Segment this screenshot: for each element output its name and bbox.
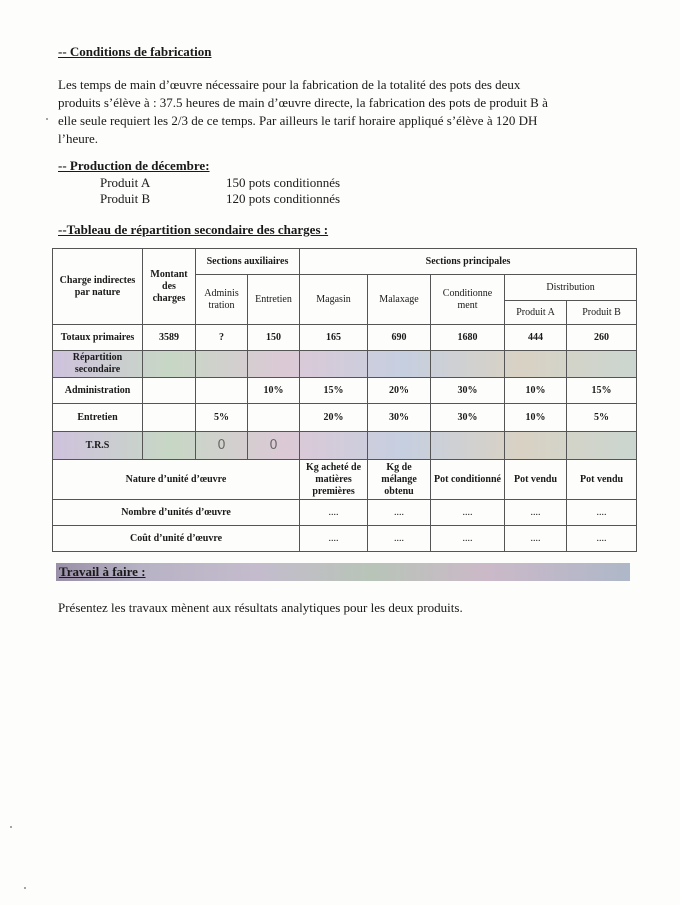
cell-produit-a: 444 bbox=[505, 325, 567, 351]
header-charge: Charge indirectes par nature bbox=[53, 249, 143, 325]
cell-conditionnement: 30% bbox=[431, 404, 505, 432]
cell-empty bbox=[143, 404, 196, 432]
row-label: Coût d’unité d’œuvre bbox=[53, 526, 300, 552]
cell-malaxage: Kg de mélange obtenu bbox=[368, 460, 431, 500]
cell-malaxage: 20% bbox=[368, 378, 431, 404]
row-nature bbox=[53, 460, 637, 500]
product-name: Produit B bbox=[100, 191, 151, 206]
row-label: Administration bbox=[53, 378, 143, 404]
conditions-line: produits s’élève à : 37.5 heures de main d’œuvre directe, la fabrication des pots de produit B à bbox=[58, 95, 548, 110]
cell-malaxage: 690 bbox=[368, 325, 431, 351]
cell-produit-a: .... bbox=[505, 526, 567, 552]
cell-empty bbox=[505, 432, 567, 460]
row-totaux bbox=[53, 325, 637, 351]
travail-heading: Travail à faire : bbox=[59, 564, 146, 579]
row-repartition bbox=[53, 351, 637, 378]
cell-empty bbox=[368, 432, 431, 460]
header-magasin: Magasin bbox=[300, 275, 368, 325]
cell-empty bbox=[143, 351, 196, 378]
cell-produit-b: 15% bbox=[567, 378, 637, 404]
cell-empty bbox=[567, 351, 637, 378]
cell-empty bbox=[505, 351, 567, 378]
product-name: Produit A bbox=[100, 175, 151, 190]
cell-magasin: 165 bbox=[300, 325, 368, 351]
cell-conditionnement: 1680 bbox=[431, 325, 505, 351]
travail-banner bbox=[56, 563, 630, 581]
header-auxiliaires: Sections auxiliaires bbox=[196, 249, 300, 275]
cell-empty bbox=[300, 351, 368, 378]
header-conditionnement: Conditionne ment bbox=[431, 275, 505, 325]
row-label: Répartition secondaire bbox=[53, 351, 143, 378]
cell-empty bbox=[196, 351, 248, 378]
production-heading: -- Production de décembre: bbox=[58, 158, 210, 173]
production-row-a bbox=[0, 175, 680, 191]
cell-malaxage: 30% bbox=[368, 404, 431, 432]
header-distribution: Distribution bbox=[505, 275, 637, 301]
cell-produit-a: 10% bbox=[505, 378, 567, 404]
row-label: Entretien bbox=[53, 404, 143, 432]
header-administration: Adminis tration bbox=[196, 275, 248, 325]
cell-magasin: .... bbox=[300, 500, 368, 526]
cell-empty bbox=[248, 351, 300, 378]
cell-empty bbox=[143, 378, 196, 404]
cell-magasin: 15% bbox=[300, 378, 368, 404]
row-entretien bbox=[53, 404, 637, 432]
row-administration bbox=[53, 378, 637, 404]
conditions-line: l’heure. bbox=[58, 131, 99, 146]
cell-malaxage: .... bbox=[368, 500, 431, 526]
row-label: Nature d’unité d’œuvre bbox=[53, 460, 300, 500]
cell-entretien: 0 bbox=[248, 432, 300, 460]
row-label: T.R.S bbox=[53, 432, 143, 460]
conditions-line: Les temps de main d’œuvre nécessaire pour la fabrication de la totalité des pots des deux bbox=[58, 77, 521, 92]
header-produit-a: Produit A bbox=[505, 301, 567, 325]
cell-montant: 3589 bbox=[143, 325, 196, 351]
cell-administration: ? bbox=[196, 325, 248, 351]
row-label: Totaux primaires bbox=[53, 325, 143, 351]
header-produit-b: Produit B bbox=[567, 301, 637, 325]
cell-empty bbox=[431, 351, 505, 378]
table-heading: --Tableau de répartition secondaire des charges : bbox=[58, 222, 329, 237]
cell-empty bbox=[143, 432, 196, 460]
travail-instruction: Présentez les travaux mènent aux résultats analytiques pour les deux produits. bbox=[58, 600, 463, 615]
header-montant: Montant des charges bbox=[143, 249, 196, 325]
header-entretien: Entretien bbox=[248, 275, 300, 325]
cell-conditionnement: .... bbox=[431, 500, 505, 526]
cell-conditionnement: .... bbox=[431, 526, 505, 552]
cell-empty bbox=[567, 432, 637, 460]
cell-entretien: 10% bbox=[248, 378, 300, 404]
cell-malaxage: .... bbox=[368, 526, 431, 552]
row-trs bbox=[53, 432, 637, 460]
cell-produit-b: .... bbox=[567, 526, 637, 552]
cell-empty bbox=[248, 404, 300, 432]
cell-produit-a: .... bbox=[505, 500, 567, 526]
cell-produit-a: 10% bbox=[505, 404, 567, 432]
cell-magasin: 20% bbox=[300, 404, 368, 432]
scan-speck bbox=[24, 887, 26, 889]
cell-empty bbox=[431, 432, 505, 460]
cell-produit-a: Pot vendu bbox=[505, 460, 567, 500]
cell-empty bbox=[300, 432, 368, 460]
cell-empty bbox=[196, 378, 248, 404]
row-cout bbox=[53, 526, 637, 552]
cell-produit-b: Pot vendu bbox=[567, 460, 637, 500]
production-row-b bbox=[0, 191, 680, 207]
row-nombre bbox=[53, 500, 637, 526]
cell-empty bbox=[368, 351, 431, 378]
header-principales: Sections principales bbox=[300, 249, 637, 275]
product-quantity: 150 pots conditionnés bbox=[226, 175, 341, 190]
cell-produit-b: 5% bbox=[567, 404, 637, 432]
cell-administration: 0 bbox=[196, 432, 248, 460]
cell-entretien: 150 bbox=[248, 325, 300, 351]
cell-conditionnement: Pot conditionné bbox=[431, 460, 505, 500]
scan-speck bbox=[46, 118, 48, 120]
cell-magasin: .... bbox=[300, 526, 368, 552]
cell-produit-b: 260 bbox=[567, 325, 637, 351]
conditions-paragraph bbox=[58, 76, 618, 148]
product-quantity: 120 pots conditionnés bbox=[226, 191, 341, 206]
cell-conditionnement: 30% bbox=[431, 378, 505, 404]
conditions-heading: -- Conditions de fabrication bbox=[58, 44, 212, 59]
cell-administration: 5% bbox=[196, 404, 248, 432]
cell-produit-b: .... bbox=[567, 500, 637, 526]
header-malaxage: Malaxage bbox=[368, 275, 431, 325]
cell-magasin: Kg acheté de matières premières bbox=[300, 460, 368, 500]
conditions-line: elle seule requiert les 2/3 de ce temps. Par ailleurs le tarif horaire appliqué s’élève à 120 DH bbox=[58, 113, 538, 128]
repartition-table bbox=[52, 248, 637, 552]
scan-speck bbox=[10, 826, 12, 828]
row-label: Nombre d’unités d’œuvre bbox=[53, 500, 300, 526]
